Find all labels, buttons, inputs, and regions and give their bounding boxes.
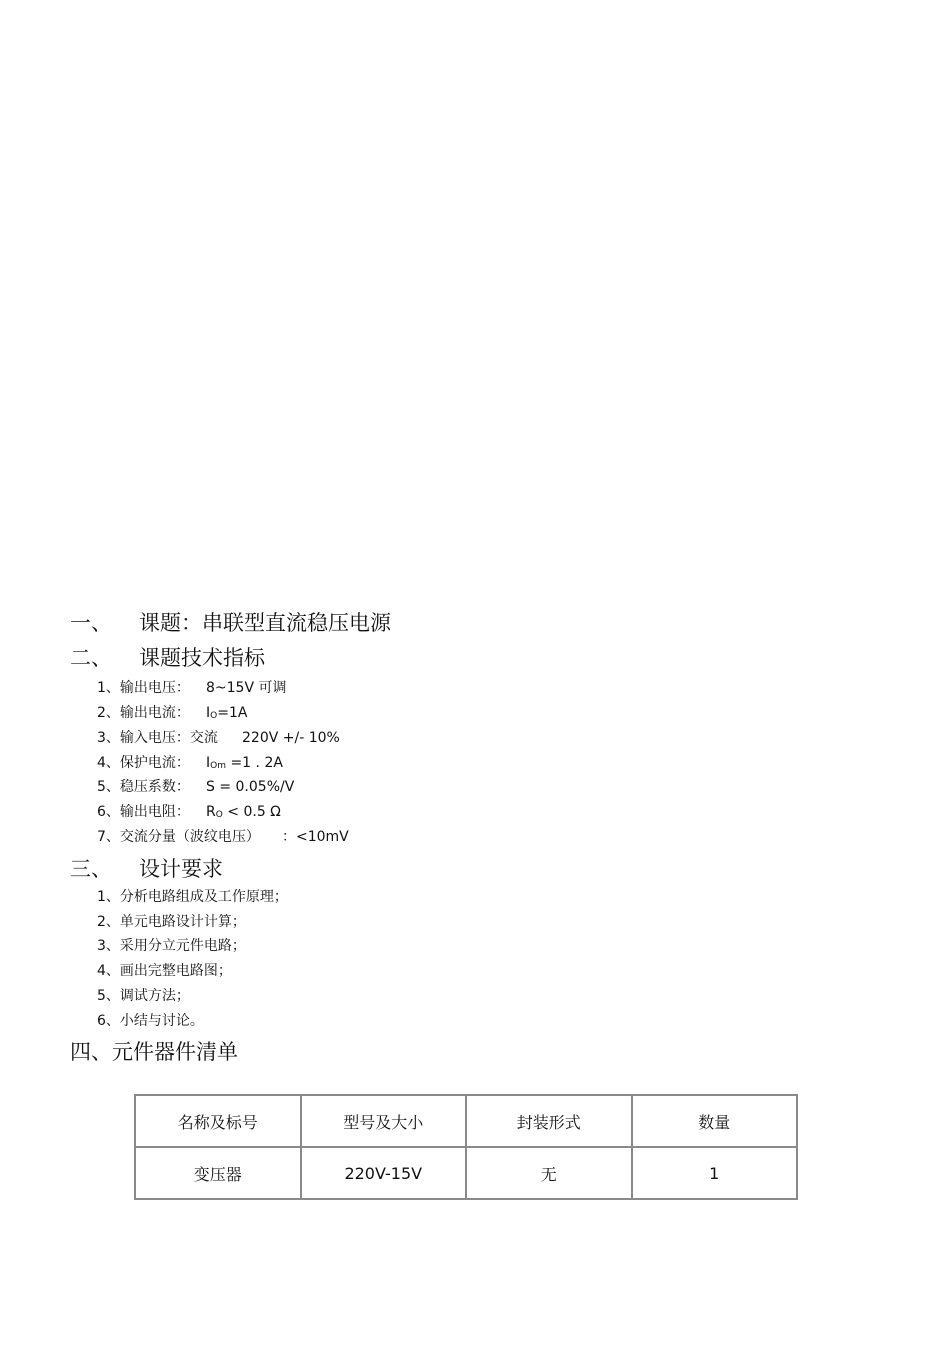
- section-title: 四、元件器件清单: [70, 1040, 238, 1064]
- spec-value-rest: =1A: [217, 705, 248, 721]
- spec-value: 220V +/- 10%: [242, 730, 340, 746]
- spec-subscript: O: [210, 711, 218, 721]
- section-title: 课题：串联型直流稳压电源: [139, 611, 391, 635]
- table-cell: 无: [466, 1147, 632, 1199]
- design-item: 6、小结与讨论。: [97, 1013, 204, 1029]
- spec-item-input-voltage: [97, 728, 340, 748]
- spec-value-rest: =1 . 2A: [226, 755, 283, 771]
- table-header-cell: 数量: [632, 1095, 798, 1147]
- spec-value: [206, 753, 283, 776]
- spec-label: 2、输出电流：: [97, 705, 190, 721]
- table-header-cell: 型号及大小: [301, 1095, 467, 1147]
- components-table: [134, 1094, 798, 1200]
- spec-label: 6、输出电阻：: [97, 804, 190, 820]
- section-specs: [70, 644, 265, 672]
- spec-value-rest: < 0.5 Ω: [222, 804, 281, 820]
- design-item: 1、分析电路组成及工作原理；: [97, 889, 288, 905]
- spec-symbol: I: [206, 705, 211, 721]
- table-header-cell: 封装形式: [466, 1095, 632, 1147]
- table-cell: 220V-15V: [301, 1147, 467, 1199]
- table-cell: 变压器: [135, 1147, 301, 1199]
- spec-symbol: I: [206, 755, 211, 771]
- section-number: 一、: [70, 611, 112, 635]
- spec-subscript: O: [215, 810, 223, 820]
- table-header-cell: 名称及标号: [135, 1095, 301, 1147]
- spec-label: 3、输入电压：交流: [97, 730, 218, 746]
- section-topic: [70, 609, 391, 637]
- table-header-row: [135, 1095, 797, 1147]
- spec-value: 8~15V 可调: [206, 680, 287, 696]
- spec-value: ：<10mV: [282, 829, 349, 845]
- spec-label: 4、保护电流：: [97, 755, 190, 771]
- spec-subscript: Om: [210, 761, 226, 771]
- spec-item-protection-current: [97, 753, 283, 773]
- spec-value: [206, 703, 247, 726]
- spec-label: 7、交流分量（波纹电压）: [97, 829, 260, 845]
- design-item: 2、单元电路设计计算；: [97, 914, 246, 930]
- table-row: [135, 1147, 797, 1199]
- spec-item-ripple: [97, 827, 349, 847]
- section-title: 设计要求: [139, 857, 223, 881]
- design-item: 3、采用分立元件电路；: [97, 938, 246, 954]
- section-title: 课题技术指标: [139, 646, 265, 670]
- design-item: 4、画出完整电路图；: [97, 963, 232, 979]
- spec-item-output-current: [97, 703, 248, 723]
- section-design: [70, 855, 223, 883]
- spec-item-output-voltage: [97, 678, 287, 698]
- spec-item-regulation-coefficient: [97, 777, 295, 797]
- table-cell: 1: [632, 1147, 798, 1199]
- section-number: 二、: [70, 646, 112, 670]
- section-number: 三、: [70, 857, 112, 881]
- spec-value: [206, 802, 281, 825]
- spec-label: 1、输出电压：: [97, 680, 190, 696]
- spec-value: S = 0.05%/V: [206, 779, 295, 795]
- spec-symbol: R: [206, 804, 216, 820]
- design-item: 5、调试方法；: [97, 988, 190, 1004]
- spec-label: 5、稳压系数：: [97, 779, 190, 795]
- section-components: [70, 1038, 238, 1066]
- spec-item-output-resistance: [97, 802, 281, 822]
